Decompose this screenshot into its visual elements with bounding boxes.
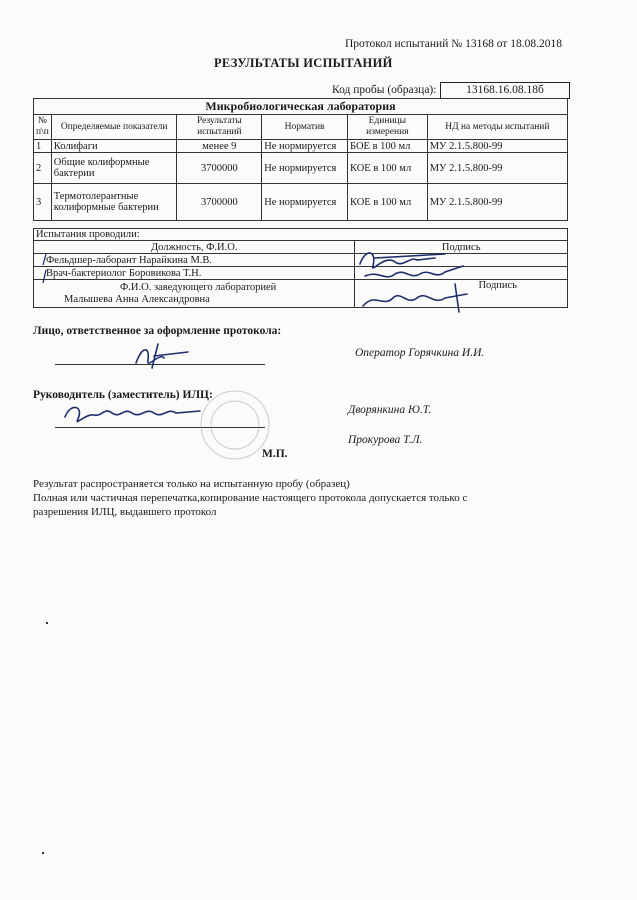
row-method: МУ 2.1.5.800-99 bbox=[427, 184, 567, 221]
tick-marks bbox=[38, 252, 52, 292]
row-result: 3700000 bbox=[177, 184, 262, 221]
row-indicator: Общие колиформные бактерии bbox=[51, 153, 177, 184]
row-result: менее 9 bbox=[177, 140, 262, 153]
col-method: НД на методы испытаний bbox=[427, 115, 567, 140]
row-method: МУ 2.1.5.800-99 bbox=[427, 153, 567, 184]
signature-header: Подпись bbox=[355, 241, 568, 254]
head-name: Малышева Анна Александровна bbox=[64, 293, 210, 305]
footer-line-1: Результат распространяется только на испытанную пробу (образец) bbox=[33, 478, 350, 490]
row-indicator: Колифаги bbox=[51, 140, 177, 153]
row-num: 3 bbox=[34, 184, 52, 221]
footer-line-3: разрешения ИЛЦ, выдавшего протокол bbox=[33, 506, 217, 518]
row-result: 3700000 bbox=[177, 153, 262, 184]
responsible-label: Лицо, ответственное за оформление протокола: bbox=[33, 325, 282, 337]
row-indicator: Термотолерантные колиформные бактерии bbox=[51, 184, 177, 221]
head-signature-header: Подпись bbox=[355, 280, 568, 308]
head-header: Ф.И.О. заведующего лабораторией bbox=[120, 281, 277, 293]
row-num: 1 bbox=[34, 140, 52, 153]
row-num: 2 bbox=[34, 153, 52, 184]
tester-2: Врач-бактериолог Боровикова Т.Н. bbox=[34, 267, 355, 280]
row-unit: КОЕ в 100 мл bbox=[347, 153, 427, 184]
page-title: РЕЗУЛЬТАТЫ ИСПЫТАНИЙ bbox=[214, 56, 393, 70]
col-indicator: Определяемые показатели bbox=[51, 115, 177, 140]
footer-line-2: Полная или частичная перепечатка,копирование настоящего протокола допускается только с bbox=[33, 492, 468, 504]
seal-placeholder: М.П. bbox=[262, 448, 288, 460]
director-name-2: Прокурова Т.Л. bbox=[348, 434, 423, 446]
signature-image bbox=[355, 244, 475, 319]
head-block bbox=[34, 280, 355, 308]
sample-code-value: 13168.16.08.18б bbox=[440, 82, 570, 99]
tested-by-table bbox=[33, 228, 568, 308]
table-row bbox=[34, 153, 568, 184]
signature-image bbox=[128, 338, 198, 373]
position-header: Должность, Ф.И.О. bbox=[34, 241, 355, 254]
signature-image bbox=[60, 395, 210, 430]
col-result: Результаты испытаний bbox=[177, 115, 262, 140]
dot-mark bbox=[42, 852, 44, 854]
col-unit: Единицы измерения bbox=[347, 115, 427, 140]
row-method: МУ 2.1.5.800-99 bbox=[427, 140, 567, 153]
row-norm: Не нормируется bbox=[262, 153, 348, 184]
sample-code-label: Код пробы (образца): bbox=[332, 84, 437, 96]
row-unit: КОЕ в 100 мл bbox=[347, 184, 427, 221]
table-header-row bbox=[34, 115, 568, 140]
col-norm: Норматив bbox=[262, 115, 348, 140]
tester-1: Фельдшер-лаборант Нарайкина М.В. bbox=[34, 254, 355, 267]
lab-name: Микробиологическая лаборатория bbox=[34, 99, 568, 115]
protocol-number: Протокол испытаний № 13168 от 18.08.2018 bbox=[345, 38, 562, 50]
responsible-name: Оператор Горячкина И.И. bbox=[355, 347, 485, 359]
col-num: № п\п bbox=[34, 115, 52, 140]
director-label: Руководитель (заместитель) ИЛЦ: bbox=[33, 389, 213, 401]
dot-mark bbox=[46, 622, 48, 624]
row-unit: БОЕ в 100 мл bbox=[347, 140, 427, 153]
table-row bbox=[34, 184, 568, 221]
tested-label: Испытания проводили: bbox=[34, 229, 568, 241]
results-table bbox=[33, 98, 568, 221]
row-norm: Не нормируется bbox=[262, 184, 348, 221]
row-norm: Не нормируется bbox=[262, 140, 348, 153]
director-name-1: Дворянкина Ю.Т. bbox=[348, 404, 432, 416]
table-row bbox=[34, 140, 568, 153]
